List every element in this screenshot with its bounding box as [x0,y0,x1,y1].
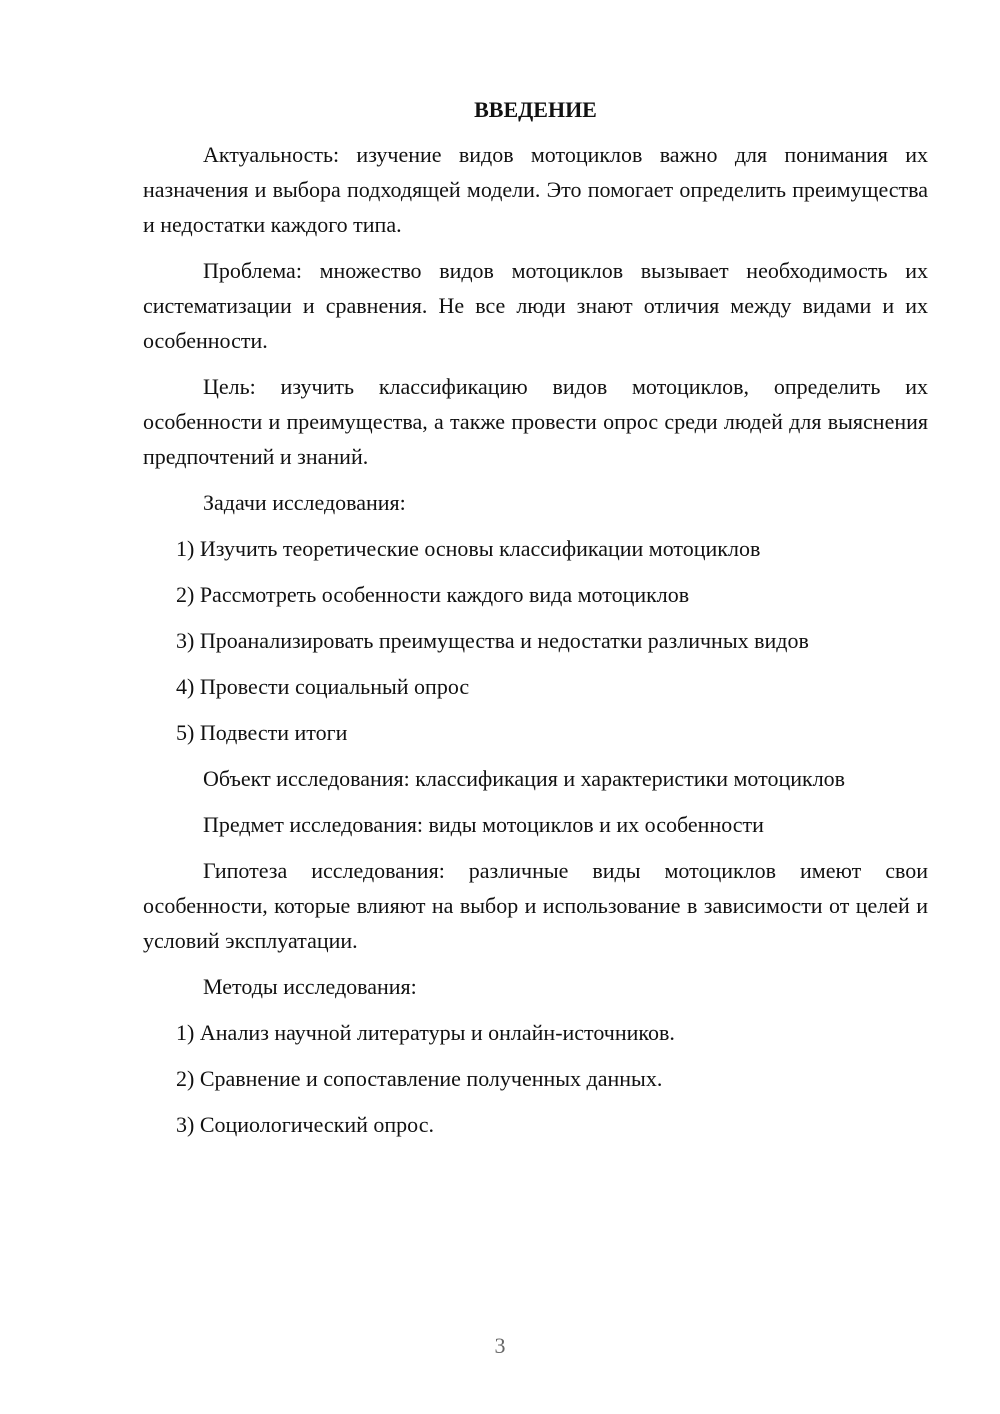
method-item: 2) Сравнение и сопоставление полученных данных. [176,1066,663,1091]
hypothesis-paragraph: Гипотеза исследования: различные виды мотоциклов имеют свои особенности, которые влияют на выбор и использование в зависимости от целей и условий эксплуатации. [143,858,928,953]
task-item: 4) Провести социальный опрос [176,674,470,699]
page-number: 3 [494,1333,506,1358]
methods-heading: Методы исследования: [203,974,417,999]
page-title: ВВЕДЕНИЕ [474,97,597,122]
subject-paragraph: Предмет исследования: виды мотоциклов и их особенности [203,812,764,837]
problem-paragraph: Проблема: множество видов мотоциклов вызывает необходимость их систематизации и сравнения. Не все люди знают отличия между видами и их особенности. [143,258,928,353]
task-item: 2) Рассмотреть особенности каждого вида мотоциклов [176,582,690,607]
actuality-paragraph: Актуальность: изучение видов мотоциклов важно для понимания их назначения и выбора подходящей модели. Это помогает определить преимущества и недостатки каждого типа. [143,142,928,237]
page-content [143,92,928,1153]
task-item: 1) Изучить теоретические основы классификации мотоциклов [176,536,761,561]
method-item: 1) Анализ научной литературы и онлайн-источников. [176,1020,675,1045]
goal-paragraph: Цель: изучить классификацию видов мотоциклов, определить их особенности и преимущества, а также провести опрос среди людей для выяснения предпочтений и знаний. [143,374,928,469]
task-item: 5) Подвести итоги [176,720,348,745]
method-item: 3) Социологический опрос. [176,1112,434,1137]
tasks-heading: Задачи исследования: [203,490,406,515]
task-item: 3) Проанализировать преимущества и недостатки различных видов [176,628,809,653]
object-paragraph: Объект исследования: классификация и характеристики мотоциклов [203,766,846,791]
